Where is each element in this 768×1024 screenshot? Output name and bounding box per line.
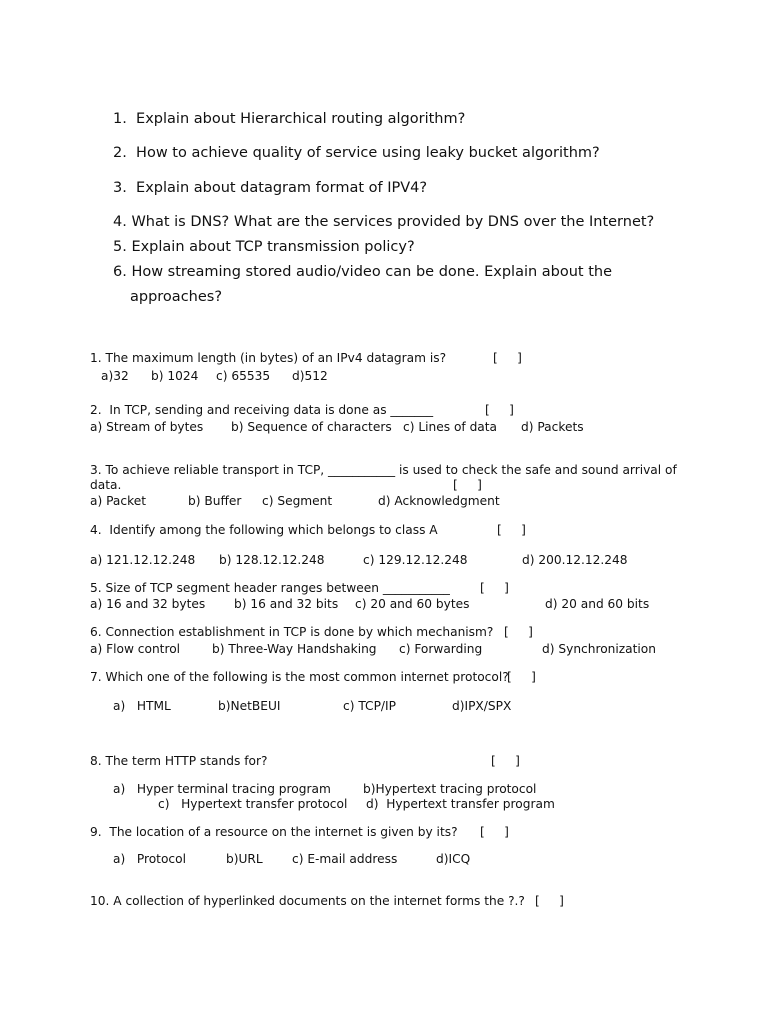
mcq-5-option-a: a) 16 and 32 bytes (90, 597, 206, 611)
mcq-10-question: 10. A collection of hyperlinked documents on the internet forms the ?.? (90, 894, 525, 908)
mcq-6-option-c: c) Forwarding (399, 642, 483, 656)
mcq-4-option-a: a) 121.12.12.248 (90, 553, 196, 567)
long-question-2: 2. How to achieve quality of service using leaky bucket algorithm? (113, 145, 600, 161)
mcq-3-answer-box: [ ] (453, 478, 482, 492)
mcq-1-option-a: a)32 (101, 369, 129, 383)
mcq-6-option-a: a) Flow control (90, 642, 181, 656)
mcq-4-answer-box: [ ] (497, 523, 526, 537)
mcq-4-option-c: c) 129.12.12.248 (363, 553, 468, 567)
mcq-9-question: 9. The location of a resource on the internet is given by its? (90, 825, 458, 839)
mcq-9-option-d: d)ICQ (436, 852, 471, 866)
mcq-2-option-d: d) Packets (521, 420, 584, 434)
mcq-5-option-d: d) 20 and 60 bits (545, 597, 650, 611)
mcq-3-question-cont: data. (90, 478, 122, 492)
mcq-4-option-d: d) 200.12.12.248 (522, 553, 628, 567)
long-question-6: 6. How streaming stored audio/video can be done. Explain about the (113, 264, 613, 280)
mcq-5-option-c: c) 20 and 60 bytes (355, 597, 470, 611)
mcq-6-option-b: b) Three-Way Handshaking (212, 642, 377, 656)
mcq-5-option-b: b) 16 and 32 bits (234, 597, 339, 611)
mcq-7-answer-box: [ ] (507, 670, 536, 684)
mcq-3-option-b: b) Buffer (188, 494, 242, 508)
mcq-6-question: 6. Connection establishment in TCP is done by which mechanism? (90, 625, 494, 639)
mcq-9-option-a: a) Protocol (113, 852, 186, 866)
mcq-3-option-d: d) Acknowledgment (378, 494, 500, 508)
long-question-6-cont: approaches? (130, 289, 223, 305)
mcq-2-answer-box: [ ] (485, 403, 514, 417)
mcq-9-option-b: b)URL (226, 852, 263, 866)
mcq-6-answer-box: [ ] (504, 625, 533, 639)
mcq-7-option-b: b)NetBEUI (218, 699, 281, 713)
mcq-5-answer-box: [ ] (480, 581, 509, 595)
mcq-9-option-c: c) E-mail address (292, 852, 398, 866)
mcq-9-answer-box: [ ] (480, 825, 509, 839)
mcq-4-option-b: b) 128.12.12.248 (219, 553, 325, 567)
mcq-7-option-c: c) TCP/IP (343, 699, 396, 713)
mcq-6-option-d: d) Synchronization (542, 642, 656, 656)
mcq-8-option-a: a) Hyper terminal tracing program (113, 782, 331, 796)
mcq-7-question: 7. Which one of the following is the most common internet protocol? (90, 670, 509, 684)
mcq-2-option-c: c) Lines of data (403, 420, 498, 434)
mcq-1-option-c: c) 65535 (216, 369, 271, 383)
mcq-1-option-d: d)512 (292, 369, 328, 383)
mcq-5-question: 5. Size of TCP segment header ranges between ___________ (90, 581, 450, 595)
mcq-3-option-c: c) Segment (262, 494, 333, 508)
long-question-4: 4. What is DNS? What are the services provided by DNS over the Internet? (113, 214, 655, 230)
mcq-3-question: 3. To achieve reliable transport in TCP, ___________ is used to check the safe and sound arrival of (90, 463, 677, 477)
mcq-1-question: 1. The maximum length (in bytes) of an IPv4 datagram is? (90, 351, 447, 365)
mcq-10-answer-box: [ ] (535, 894, 564, 908)
mcq-7-option-d: d)IPX/SPX (452, 699, 512, 713)
mcq-7-option-a: a) HTML (113, 699, 171, 713)
mcq-3-option-a: a) Packet (90, 494, 146, 508)
long-question-1: 1. Explain about Hierarchical routing algorithm? (113, 111, 466, 127)
mcq-2-question: 2. In TCP, sending and receiving data is done as _______ (90, 403, 434, 417)
long-question-5: 5. Explain about TCP transmission policy? (113, 239, 415, 255)
long-question-3: 3. Explain about datagram format of IPV4? (113, 180, 428, 196)
mcq-8-answer-box: [ ] (491, 754, 520, 768)
mcq-1-answer-box: [ ] (493, 351, 522, 365)
mcq-2-option-b: b) Sequence of characters (231, 420, 392, 434)
mcq-8-option-c: c) Hypertext transfer protocol (158, 797, 348, 811)
mcq-2-option-a: a) Stream of bytes (90, 420, 204, 434)
mcq-1-option-b: b) 1024 (151, 369, 199, 383)
mcq-4-question: 4. Identify among the following which belongs to class A (90, 523, 438, 537)
mcq-8-option-d: d) Hypertext transfer program (366, 797, 555, 811)
mcq-8-option-b: b)Hypertext tracing protocol (363, 782, 537, 796)
mcq-8-question: 8. The term HTTP stands for? (90, 754, 268, 768)
